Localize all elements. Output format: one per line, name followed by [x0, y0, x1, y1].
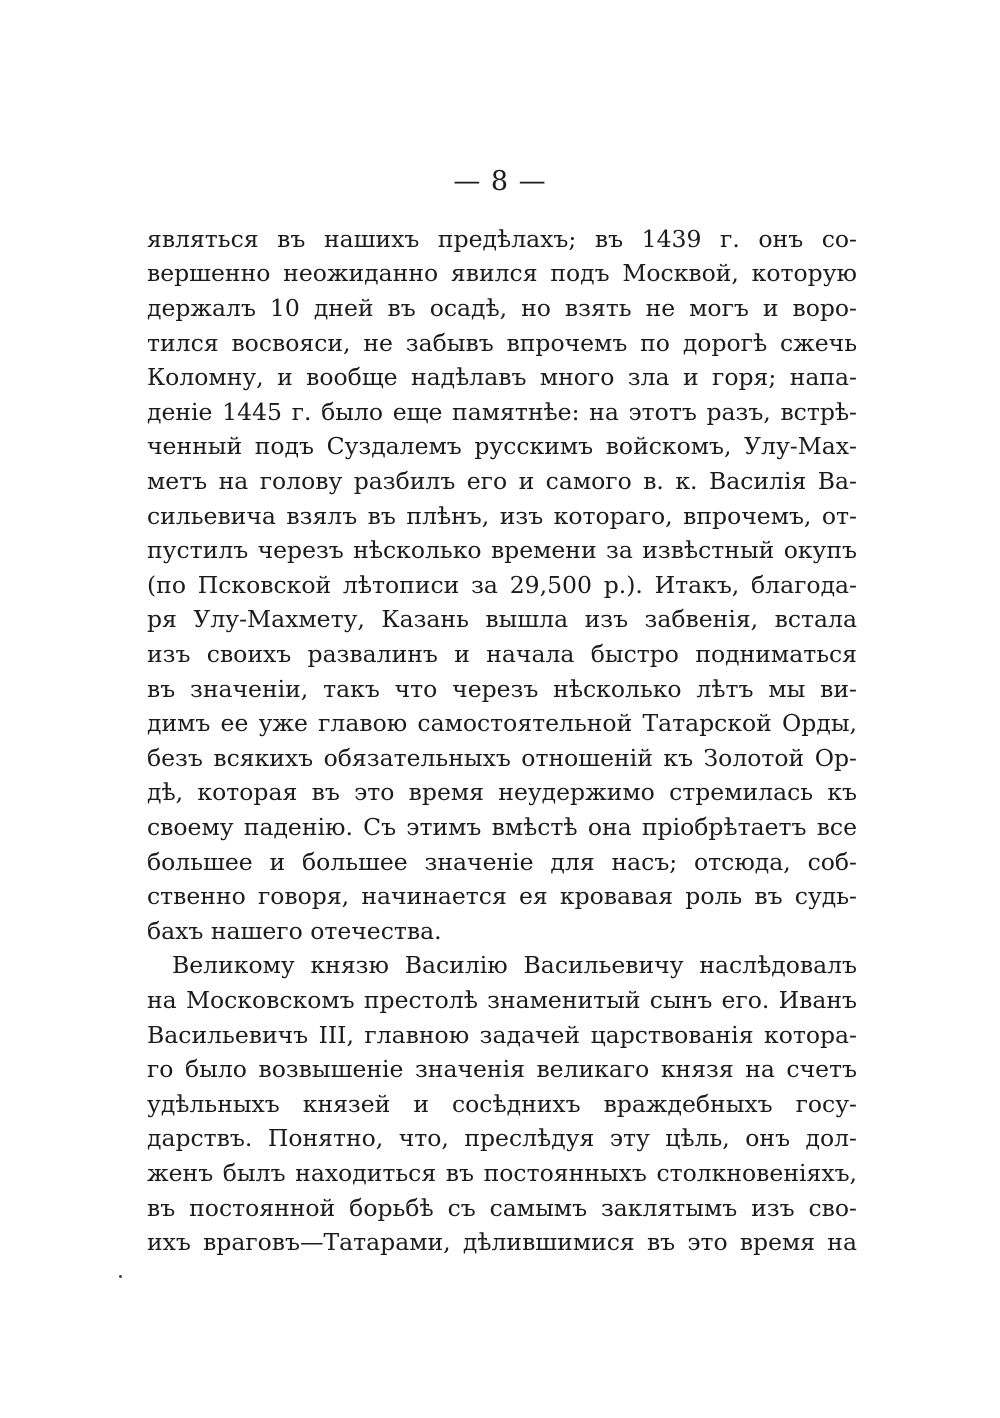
- text-line: ченный подъ Суздалемъ русскимъ войскомъ, Улу-Мах-: [147, 432, 857, 460]
- text-line: на Московскомъ престолѣ знаменитый сынъ его. Иванъ: [147, 986, 857, 1014]
- page-number: — 8 —: [453, 166, 547, 197]
- text-line: ря Улу-Махмету, Казань вышла изъ забвенія, встала: [147, 605, 857, 633]
- scan-speck: [119, 1275, 122, 1278]
- text-line: удѣльныхъ князей и сосѣднихъ враждебныхъ госу-: [147, 1090, 857, 1118]
- text-line: являться въ нашихъ предѣлахъ; въ 1439 г. онъ со-: [147, 225, 857, 253]
- text-line: ихъ враговъ—Татарами, дѣлившимися въ это время на: [147, 1228, 857, 1256]
- text-line: женъ былъ находиться въ постоянныхъ столкновеніяхъ,: [147, 1159, 857, 1187]
- text-line: метъ на голову разбилъ его и самого в. к. Василія Ва-: [147, 467, 857, 495]
- text-line: держалъ 10 дней въ осадѣ, но взять не могъ и воро-: [147, 294, 857, 322]
- text-line: въ значеніи, такъ что черезъ нѣсколько лѣтъ мы ви-: [147, 675, 857, 703]
- text-line: въ постоянной борьбѣ съ самымъ заклятымъ изъ сво-: [147, 1194, 857, 1222]
- text-line: тился восвояси, не забывъ впрочемъ по дорогѣ сжечь: [147, 329, 857, 357]
- text-line: пустилъ черезъ нѣсколько времени за извѣстный окупъ: [147, 536, 857, 564]
- text-line: безъ всякихъ обязательныхъ отношеній къ Золотой Ор-: [147, 744, 857, 772]
- text-line: ственно говоря, начинается ея кровавая роль въ судь-: [147, 882, 857, 910]
- text-line: Коломну, и вообще надѣлавъ много зла и горя; напа-: [147, 363, 857, 391]
- text-line: вершенно неожиданно явился подъ Москвой, которую: [147, 259, 857, 287]
- text-line: дарствъ. Понятно, что, преслѣдуя эту цѣль, онъ дол-: [147, 1124, 857, 1152]
- text-line: бахъ нашего отечества.: [147, 917, 442, 945]
- text-line: Великому князю Василію Васильевичу наслѣдовалъ: [172, 951, 857, 979]
- text-line: Васильевичъ III, главною задачей царствованія котора-: [147, 1021, 857, 1049]
- text-line: деніе 1445 г. было еще памятнѣе: на этотъ разъ, встрѣ-: [147, 398, 857, 426]
- text-line: го было возвышеніе значенія великаго князя на счетъ: [147, 1055, 857, 1083]
- text-line: большее и большее значеніе для насъ; отсюда, соб-: [147, 848, 857, 876]
- text-line: сильевича взялъ въ плѣнъ, изъ котораго, впрочемъ, от-: [147, 502, 857, 530]
- text-line: изъ своихъ развалинъ и начала быстро подниматься: [147, 640, 857, 668]
- text-line: (по Псковской лѣтописи за 29,500 р.). Итакъ, благода-: [147, 571, 857, 599]
- text-line: своему паденію. Съ этимъ вмѣстѣ она пріобрѣтаетъ все: [147, 813, 857, 841]
- text-line: димъ ее уже главою самостоятельной Татарской Орды,: [147, 709, 857, 737]
- text-line: дѣ, которая въ это время неудержимо стремилась къ: [147, 778, 857, 806]
